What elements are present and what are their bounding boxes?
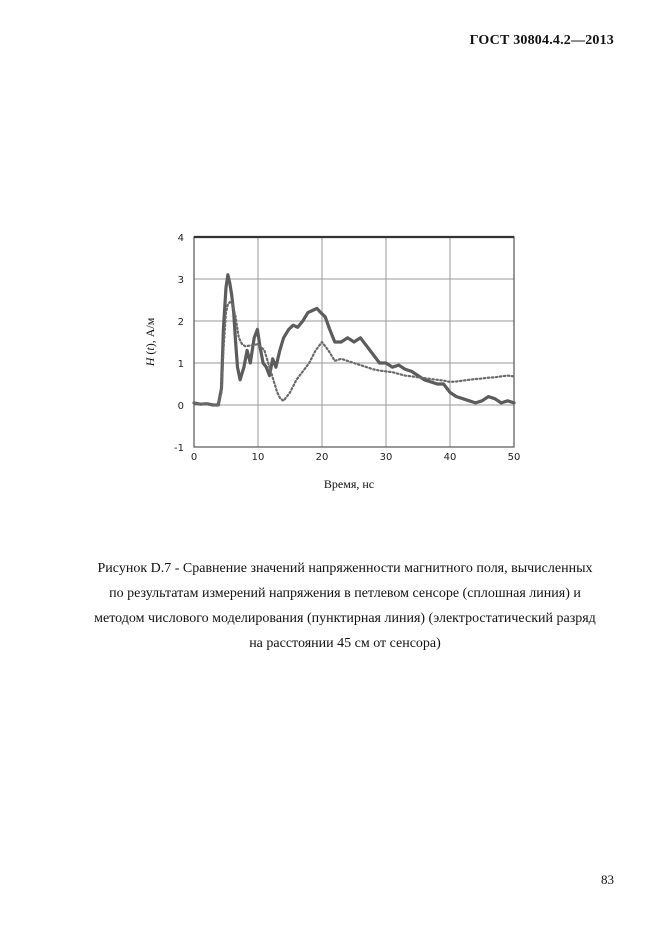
dotted-series-line [194, 302, 514, 405]
figure-caption [60, 556, 630, 656]
x-tick-label: 50 [507, 452, 521, 463]
y-tick-label: 1 [177, 359, 184, 370]
y-tick-label: 3 [177, 275, 184, 286]
x-tick-label: 10 [251, 452, 265, 463]
caption-line-3: методом числового моделирования (пунктирная линия) (электростатический разряд [94, 611, 596, 626]
x-tick-label: 0 [190, 452, 198, 463]
x-axis-label: Время, нс [323, 477, 375, 491]
caption-line-2: по результатам измерений напряжения в петлевом сенсоре (сплошная линия) и [109, 586, 581, 601]
page-number: 83 [601, 872, 614, 887]
y-tick-label: 2 [177, 317, 184, 328]
caption-line-1: Рисунок D.7 - Сравнение значений напряженности магнитного поля, вычисленных [97, 561, 593, 576]
document-code-header: ГОСТ 30804.4.2—2013 [469, 33, 614, 48]
x-tick-label: 40 [443, 452, 457, 463]
y-tick-label: 4 [177, 233, 184, 244]
y-tick-label: 0 [177, 401, 184, 412]
y-axis-label: H (t), А/м [143, 317, 157, 367]
x-tick-label: 30 [379, 452, 393, 463]
chart-svg [140, 225, 540, 500]
x-tick-label: 20 [315, 452, 329, 463]
caption-line-4: на расстоянии 45 см от сенсора) [249, 636, 441, 651]
y-tick-label: -1 [174, 443, 184, 454]
solid-series-line [194, 275, 514, 405]
magnetic-field-chart [140, 225, 540, 500]
